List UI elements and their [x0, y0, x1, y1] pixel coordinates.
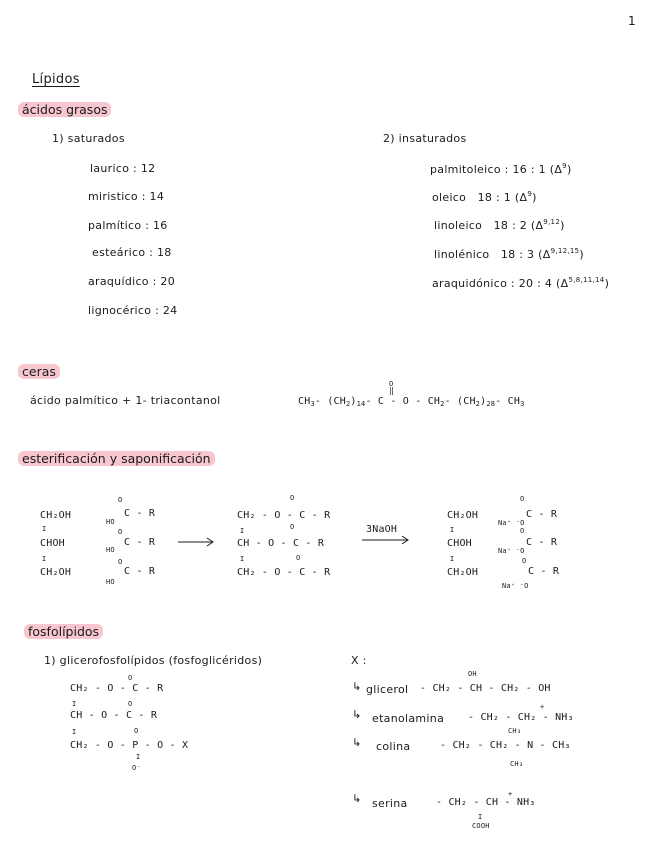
- acid-name: oleico: [432, 191, 467, 204]
- triglyceride-row: CH - O - C - R: [237, 538, 325, 549]
- phospho-carbonyl: O: [128, 674, 133, 682]
- formula-subscript: 2: [475, 400, 481, 408]
- formula-part: ): [350, 396, 357, 407]
- formula-part: ): [480, 396, 487, 407]
- reagent-label: 3NaOH: [366, 524, 398, 535]
- formula-part: - (CH: [314, 396, 346, 407]
- acid-carbonyl: O: [118, 528, 123, 536]
- x-label: X :: [351, 654, 367, 667]
- soap-group: C - R: [528, 566, 560, 577]
- formula-subscript: 28: [486, 400, 496, 408]
- acid-carbonyl: O: [118, 496, 123, 504]
- unsaturated-item: [430, 162, 572, 176]
- bond-line: I: [478, 813, 483, 821]
- glycerol-c1: CH₂OH: [40, 510, 72, 521]
- unsaturated-item: [432, 190, 537, 204]
- acid-carbonyl: O: [118, 558, 123, 566]
- sub-arrow-icon: ↳: [352, 680, 362, 693]
- page-number: 1: [628, 14, 636, 28]
- sodium-carboxylate: Na⁺ ⁻O: [502, 582, 529, 590]
- group-top-substituent: +: [540, 703, 545, 711]
- acid-name: linolénico: [434, 248, 490, 261]
- delta-positions: 9: [527, 190, 533, 198]
- acid-group: C - R: [124, 566, 156, 577]
- glycerol-c3: CH₂OH: [40, 567, 72, 578]
- phospholipids-heading: fosfolípidos: [24, 624, 103, 639]
- group-name: glicerol: [366, 683, 409, 696]
- sub-arrow-icon: ↳: [352, 792, 362, 805]
- bond-line: I: [240, 555, 245, 563]
- soap-group: C - R: [526, 509, 558, 520]
- delta-close: ): [560, 219, 565, 232]
- delta-close: ): [604, 277, 610, 290]
- formula-subscript: 3: [310, 400, 315, 408]
- sodium-carboxylate: Na⁺ ⁻O: [498, 547, 525, 555]
- ester-carbonyl: O: [296, 554, 301, 562]
- group-name: etanolamina: [372, 712, 445, 725]
- unsaturated-item: [434, 218, 565, 232]
- triglyceride-row: CH₂ - O - C - R: [237, 567, 331, 578]
- bond-line: I: [136, 753, 141, 761]
- formula-subscript: 2: [440, 400, 445, 408]
- saturated-item: laurico : 12: [90, 162, 156, 175]
- saturated-item: miristico : 14: [88, 190, 165, 203]
- bond-line: I: [42, 555, 47, 563]
- group-bottom-substituent: COOH: [472, 822, 490, 830]
- sub-arrow-icon: ↳: [352, 736, 362, 749]
- group-formula: - CH₂ - CH - NH₃: [436, 797, 536, 808]
- phospho-carbonyl: O: [128, 700, 133, 708]
- group-top-substituent: +: [508, 790, 513, 798]
- soap-group: C - R: [526, 537, 558, 548]
- group-formula: - CH₂ - CH₂ - N - CH₃: [440, 740, 571, 751]
- phospholipids-subtitle: 1) glicerofosfolípidos (fosfoglicéridos): [44, 654, 263, 667]
- phosphate-charged-oxygen: O⁻: [132, 764, 141, 772]
- delta-symbol: (Δ: [530, 219, 544, 232]
- delta-close: ): [579, 248, 584, 261]
- delta-symbol: (Δ: [514, 191, 528, 204]
- formula-part: - (CH: [444, 396, 476, 407]
- delta-positions: 5,8,11,14: [568, 276, 605, 284]
- acid-ratio: 18 : 3: [500, 248, 535, 261]
- wax-formula: [298, 396, 524, 408]
- acid-name: linoleico: [434, 219, 483, 232]
- delta-positions: 9,12,15: [550, 247, 580, 255]
- saturated-item: lignocérico : 24: [88, 304, 178, 317]
- group-top-substituent: OH: [468, 670, 477, 678]
- unsaturated-item: [432, 276, 609, 290]
- formula-subscript: 3: [520, 400, 525, 408]
- sub-arrow-icon: ↳: [352, 708, 362, 721]
- phospholipid-row: CH₂ - O - C - R: [70, 683, 164, 694]
- unsaturated-label: 2) insaturados: [383, 132, 467, 145]
- saponification-arrow-icon: [362, 534, 412, 546]
- reaction-arrow-icon: [178, 536, 216, 548]
- group-name: colina: [376, 740, 411, 753]
- phosphate-oxygen: O: [134, 727, 139, 735]
- waxes-heading: ceras: [18, 364, 60, 379]
- wax-double-bond: ‖: [389, 386, 395, 395]
- bond-line: I: [450, 526, 455, 534]
- phospholipid-row: CH - O - C - R: [70, 710, 158, 721]
- soap-carbonyl: O: [520, 495, 525, 503]
- saturated-label: 1) saturados: [52, 132, 125, 145]
- bond-line: I: [240, 527, 245, 535]
- sodium-carboxylate: Na⁺ ⁻O: [498, 519, 525, 527]
- ester-carbonyl: O: [290, 523, 295, 531]
- glycerol-c2: CHOH: [40, 538, 65, 549]
- formula-subscript: 14: [356, 400, 366, 408]
- formula-part: - C - O - CH: [365, 396, 441, 407]
- formula-part: - CH: [495, 396, 521, 407]
- acid-ratio: 16 : 1: [512, 163, 546, 176]
- acid-name: araquidónico :: [432, 277, 515, 290]
- delta-symbol: (Δ: [538, 248, 551, 261]
- delta-close: ): [532, 191, 537, 204]
- bond-line: I: [450, 555, 455, 563]
- acid-ratio: 18 : 2: [493, 219, 528, 232]
- wax-description: ácido palmítico + 1- triacontanol: [30, 394, 221, 407]
- saturated-item: palmítico : 16: [88, 219, 168, 232]
- fatty-acids-heading: ácidos grasos: [18, 102, 111, 117]
- delta-positions: 9,12: [543, 218, 561, 226]
- delta-positions: 9: [562, 162, 567, 170]
- phospholipid-row: CH₂ - O - P - O - X: [70, 740, 189, 751]
- soap-carbonyl: O: [522, 557, 527, 565]
- group-bottom-substituent: CH₃: [510, 760, 524, 768]
- acid-group: C - R: [124, 508, 156, 519]
- delta-symbol: (Δ: [556, 277, 569, 290]
- esterification-heading: esterificación y saponificación: [18, 451, 215, 466]
- formula-subscript: 2: [345, 400, 351, 408]
- bond-line: I: [72, 700, 77, 708]
- product-glycerol-c2: CHOH: [447, 538, 472, 549]
- acid-hydroxyl: HO: [106, 518, 115, 526]
- triglyceride-row: CH₂ - O - C - R: [237, 510, 331, 521]
- saturated-item: esteárico : 18: [92, 246, 172, 259]
- acid-hydroxyl: HO: [106, 546, 115, 554]
- group-formula: - CH₂ - CH₂ - NH₃: [468, 712, 574, 723]
- delta-symbol: (Δ: [549, 163, 563, 176]
- soap-carbonyl: O: [520, 527, 525, 535]
- acid-hydroxyl: HO: [106, 578, 115, 586]
- group-formula: - CH₂ - CH - CH₂ - OH: [420, 683, 551, 694]
- bond-line: I: [42, 525, 47, 533]
- saturated-item: araquídico : 20: [88, 275, 176, 288]
- acid-name: palmitoleico :: [430, 163, 509, 176]
- bond-line: I: [72, 728, 77, 736]
- product-glycerol-c1: CH₂OH: [447, 510, 479, 521]
- acid-ratio: 20 : 4: [518, 277, 553, 290]
- page-title: Lípidos: [32, 72, 80, 87]
- wax-carbonyl-oxygen: O: [389, 380, 394, 388]
- group-top-substituent: CH₃: [508, 727, 522, 735]
- acid-group: C - R: [124, 537, 156, 548]
- unsaturated-item: [434, 247, 584, 261]
- delta-close: ): [566, 163, 572, 176]
- product-glycerol-c3: CH₂OH: [447, 567, 479, 578]
- acid-ratio: 18 : 1: [477, 191, 512, 204]
- formula-part: CH: [298, 396, 311, 407]
- ester-carbonyl: O: [290, 494, 295, 502]
- group-name: serina: [372, 797, 408, 810]
